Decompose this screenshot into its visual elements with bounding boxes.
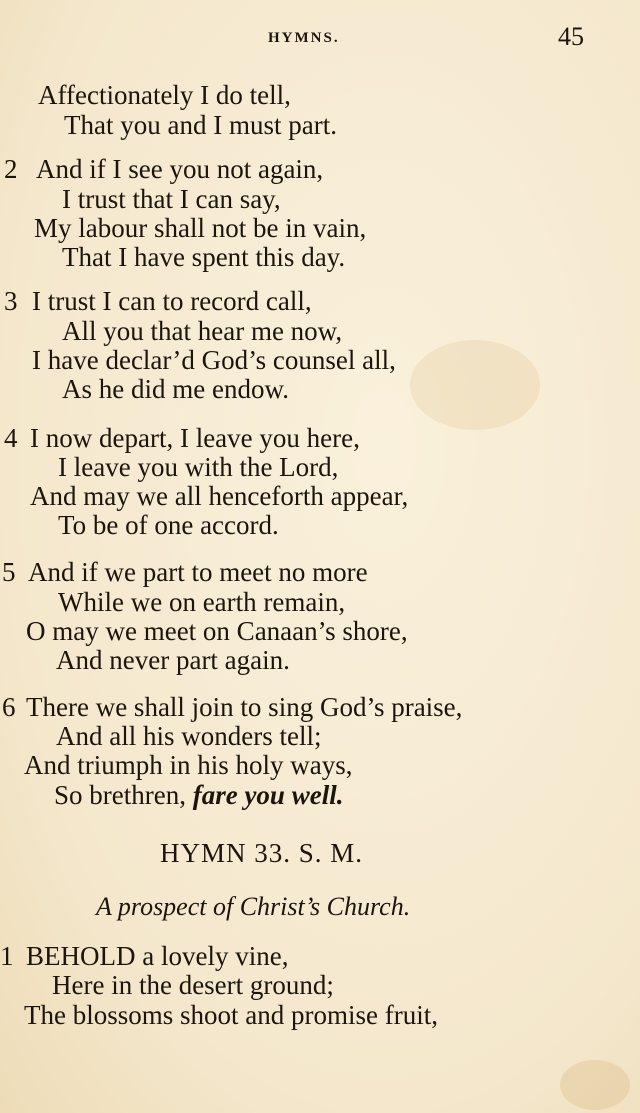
verse-line: While we on earth remain,: [58, 587, 346, 617]
verse-line: That you and I must part.: [64, 110, 337, 140]
italic-phrase: fare you well.: [192, 780, 344, 810]
verse-line: Here in the desert ground;: [52, 970, 334, 1000]
verse-line: There we shall join to sing God’s praise,: [26, 692, 463, 722]
verse-line: All you that hear me now,: [62, 316, 343, 346]
verse-line: The blossoms shoot and promise fruit,: [24, 1000, 438, 1030]
verse-line: To be of one accord.: [58, 510, 279, 540]
stanza-number: 5: [2, 557, 16, 587]
stanza-number: 4: [4, 423, 18, 453]
verse-line: I leave you with the Lord,: [58, 452, 339, 482]
verse-line: And triumph in his holy ways,: [24, 750, 353, 780]
paper-stain: [560, 1060, 630, 1110]
verse-line: I now depart, I leave you here,: [30, 423, 360, 453]
verse-line: That I have spent this day.: [62, 242, 346, 272]
verse-line: As he did me endow.: [62, 374, 289, 404]
page-number: 45: [558, 22, 584, 51]
verse-line: And never part again.: [56, 645, 290, 675]
verse-line: Affectionately I do tell,: [38, 80, 291, 110]
stanza-number: 2: [4, 154, 18, 184]
verse-line: And may we all henceforth appear,: [30, 481, 409, 511]
verse-line: I trust I can to record call,: [32, 286, 312, 316]
hymn-title: HYMN 33. S. M.: [160, 838, 364, 868]
running-head: HYMNS.: [268, 30, 340, 46]
verse-line: [54, 780, 343, 810]
verse-line-text: So brethren,: [54, 780, 193, 810]
stanza-number: 6: [2, 692, 16, 722]
stanza-number: 3: [4, 286, 18, 316]
stanza-number: 1: [0, 941, 14, 971]
verse-line: And if I see you not again,: [36, 154, 324, 184]
verse-line: And all his wonders tell;: [56, 721, 322, 751]
verse-line: O may we meet on Canaan’s shore,: [26, 616, 408, 646]
page-header: [0, 22, 640, 56]
verse-line: I have declar’d God’s counsel all,: [32, 345, 396, 375]
verse-line: My labour shall not be in vain,: [34, 213, 367, 243]
verse-line: I trust that I can say,: [62, 184, 281, 214]
hymn-subtitle: A prospect of Christ’s Church.: [96, 892, 411, 921]
paper-stain: [410, 340, 540, 430]
verse-line: And if we part to meet no more: [28, 557, 368, 587]
verse-line: BEHOLD a lovely vine,: [26, 941, 289, 971]
